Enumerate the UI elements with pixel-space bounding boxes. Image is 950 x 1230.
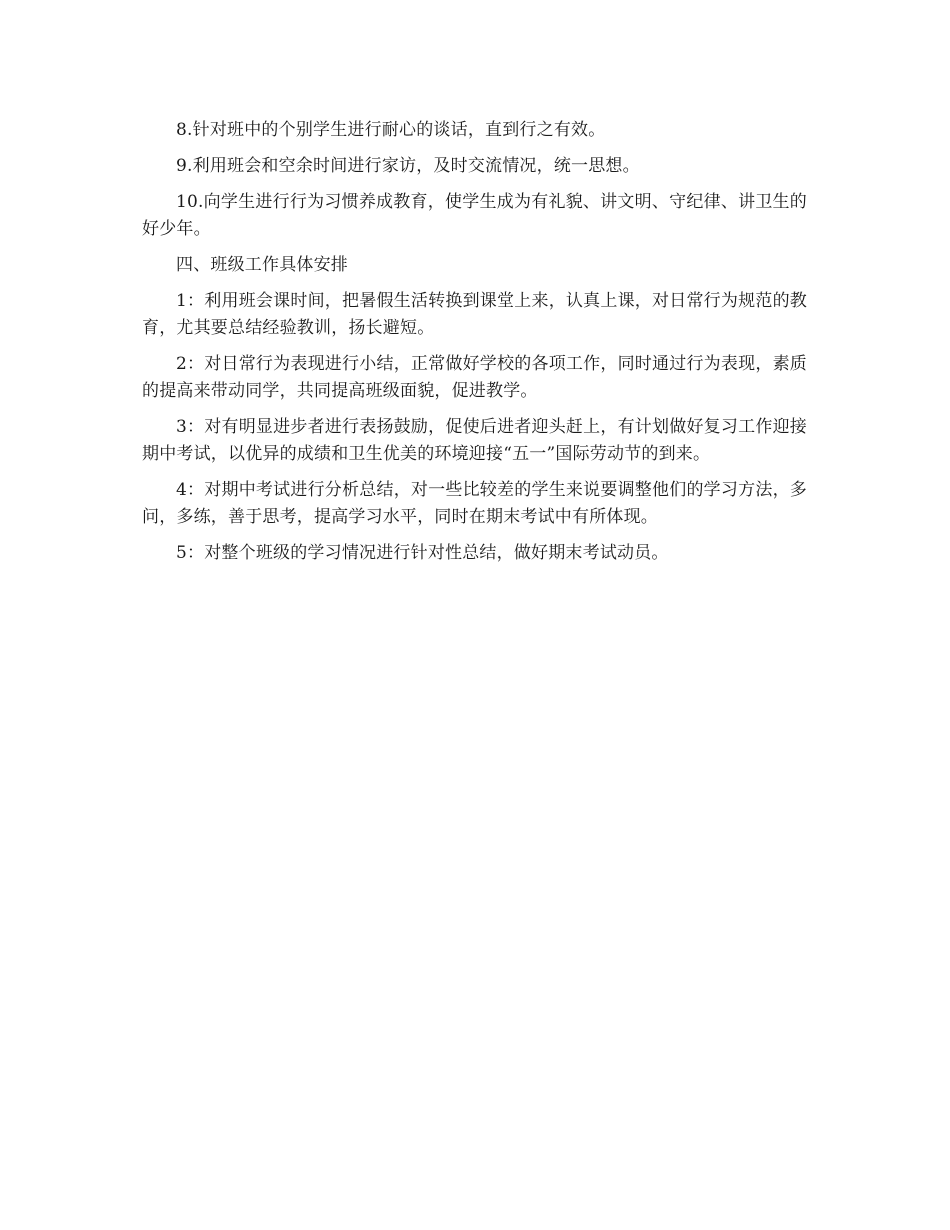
paragraph-item-10: 10.向学生进行行为习惯养成教育，使学生成为有礼貌、讲文明、守纪律、讲卫生的好少年。 xyxy=(142,192,807,239)
arrangement-item-5: 5：对整个班级的学习情况进行针对性总结，做好期末考试动员。 xyxy=(176,543,669,563)
arrangement-item-3: 3：对有明显进步者进行表扬鼓励，促使后进者迎头赶上，有计划做好复习工作迎接期中考试，以优异的成绩和卫生优美的环境迎接“五一”国际劳动节的到来。 xyxy=(142,417,807,464)
paragraph-item-8: 8.针对班中的个别学生进行耐心的谈话，直到行之有效。 xyxy=(176,120,606,140)
arrangement-item-2: 2：对日常行为表现进行小结，正常做好学校的各项工作，同时通过行为表现，素质的提高来带动同学，共同提高班级面貌，促进教学。 xyxy=(142,354,807,401)
section-heading: 四、班级工作具体安排 xyxy=(176,255,348,275)
paragraph-item-9: 9.利用班会和空余时间进行家访，及时交流情况，统一思想。 xyxy=(176,156,640,176)
document-body xyxy=(142,117,807,576)
arrangement-item-1: 1：利用班会课时间，把暑假生活转换到课堂上来，认真上课，对日常行为规范的教育，尤其要总结经验教训，扬长避短。 xyxy=(142,291,807,338)
arrangement-item-4: 4：对期中考试进行分析总结，对一些比较差的学生来说要调整他们的学习方法，多问，多练，善于思考，提高学习水平，同时在期末考试中有所体现。 xyxy=(142,480,807,527)
